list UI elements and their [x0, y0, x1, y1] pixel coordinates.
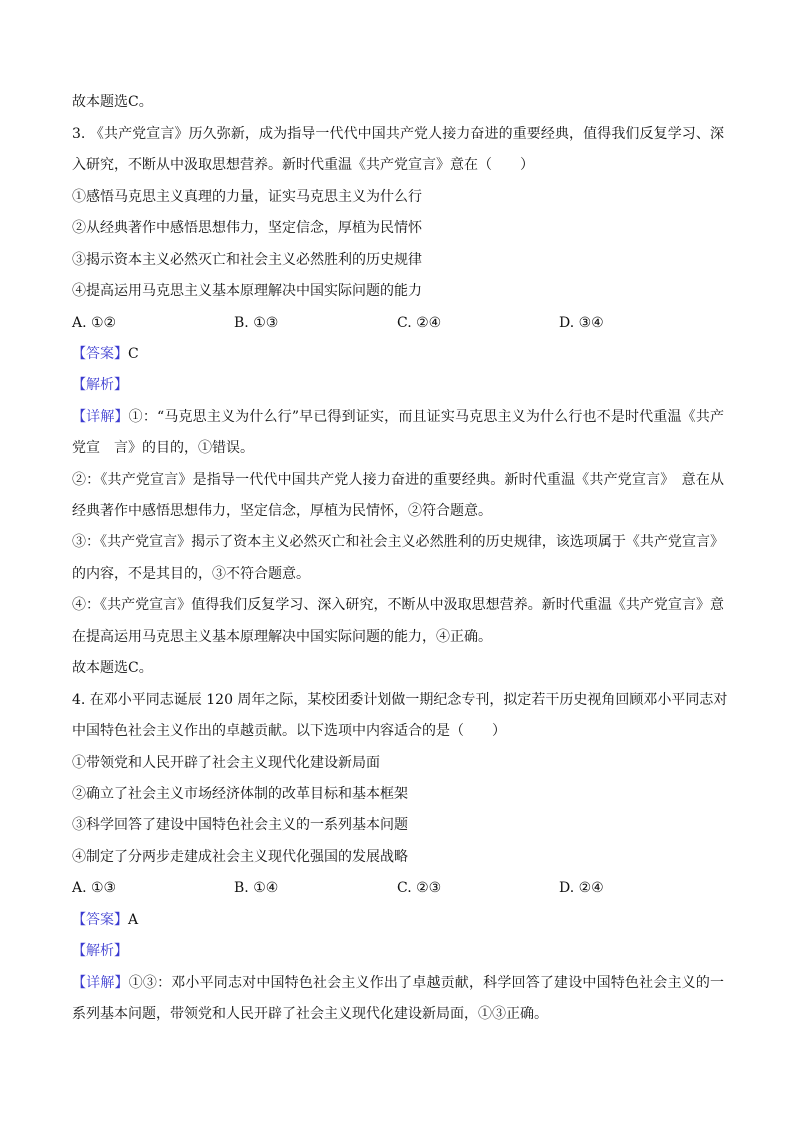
q3-detail-3b: 的内容，不是其目的，③不符合题意。 — [72, 566, 310, 582]
q3-detail-1a: ①：“马克思主义为什么行”早已得到证实，而且证实马克思主义为什么行也不是时代重温《共产 — [128, 409, 725, 425]
q3-options — [72, 313, 724, 333]
q4-answer-tag: 【答案】 — [72, 912, 128, 928]
q4-item-3: ③科学回答了建设中国特色社会主义的一系列基本问题 — [72, 817, 408, 833]
q4-option-a: A. ①③ — [72, 880, 117, 896]
q4-detail-1a-line — [72, 973, 724, 993]
q4-detail-1b: 系列基本问题，带领党和人民开辟了社会主义现代化建设新局面，①③正确。 — [72, 1006, 548, 1022]
q4-detail-tag: 【详解】 — [72, 975, 129, 991]
q3-option-d: D. ③④ — [559, 315, 604, 331]
q3-option-b: B. ①③ — [234, 315, 279, 331]
q3-analysis-line — [72, 375, 724, 395]
q4-analysis-tag: 【解析】 — [72, 943, 128, 959]
q3-answer-tag: 【答案】 — [72, 346, 128, 362]
q3-item-4: ④提高运用马克思主义基本原理解决中国实际问题的能力 — [72, 283, 422, 299]
q4-item-1: ①带领党和人民开辟了社会主义现代化建设新局面 — [72, 755, 380, 771]
q4-options — [72, 878, 724, 898]
q4-answer-line — [72, 910, 724, 930]
q3-analysis-tag: 【解析】 — [72, 377, 128, 393]
q3-option-a: A. ①② — [72, 315, 117, 331]
q4-option-d: D. ②④ — [559, 880, 604, 896]
q4-detail-1a: ①③：邓小平同志对中国特色社会主义作出了卓越贡献，科学回答了建设中国特色社会主义的一 — [128, 975, 725, 991]
q3-option-c: C. ②④ — [397, 315, 442, 331]
q3-item-2: ②从经典著作中感悟思想伟力，坚定信念，厚植为民情怀 — [72, 220, 422, 236]
q3-detail-2a: ②：《共产党宣言》是指导一代代中国共产党人接力奋进的重要经典。新时代重温《共产党宣言》 意在从 — [72, 472, 724, 488]
q3-detail-1b: 党宣 言》的目的，①错误。 — [72, 440, 254, 456]
q4-stem-line2: 中国特色社会主义作出的卓越贡献。以下选项中内容适合的是（ ） — [72, 723, 506, 739]
q4-stem-line1: 4. 在邓小平同志诞辰 120 周年之际，某校团委计划做一期纪念专刊，拟定若干历史视角回顾邓小平同志对 — [72, 692, 728, 708]
q3-answer-line — [72, 344, 724, 364]
q3-detail-1a-line — [72, 407, 724, 427]
q3-stem-line1: 3. 《共产党宣言》历久弥新，成为指导一代代中国共产党人接力奋进的重要经典，值得我们反复学习、深 — [72, 126, 724, 142]
q2-conclusion: 故本题选C。 — [72, 94, 153, 110]
q3-item-3: ③揭示资本主义必然灭亡和社会主义必然胜利的历史规律 — [72, 252, 422, 268]
q4-option-c: C. ②③ — [397, 880, 442, 896]
q4-item-2: ②确立了社会主义市场经济体制的改革目标和基本框架 — [72, 786, 408, 802]
q4-option-b: B. ①④ — [234, 880, 279, 896]
q3-detail-3a: ③：《共产党宣言》揭示了资本主义必然灭亡和社会主义必然胜利的历史规律，该选项属于《共产党宣言》 — [72, 534, 724, 550]
q3-item-1: ①感悟马克思主义真理的力量，证实马克思主义为什么行 — [72, 189, 422, 205]
q3-stem-line2: 入研究，不断从中汲取思想营养。新时代重温《共产党宣言》意在（ ） — [72, 157, 534, 173]
q3-detail-tag: 【详解】 — [72, 409, 129, 425]
q4-analysis-line — [72, 941, 724, 961]
q3-detail-4a: ④：《共产党宣言》值得我们反复学习、深入研究，不断从中汲取思想营养。新时代重温《共产党宣言》意 — [72, 597, 724, 613]
q4-answer-value: A — [128, 912, 139, 928]
q3-conclusion: 故本题选C。 — [72, 660, 153, 676]
q3-detail-2b: 经典著作中感悟思想伟力，坚定信念，厚植为民情怀，②符合题意。 — [72, 503, 492, 519]
q3-answer-value: C — [128, 346, 139, 362]
q3-detail-4b: 在提高运用马克思主义基本原理解决中国实际问题的能力，④正确。 — [72, 629, 492, 645]
q4-item-4: ④制定了分两步走建成社会主义现代化强国的发展战略 — [72, 849, 408, 865]
